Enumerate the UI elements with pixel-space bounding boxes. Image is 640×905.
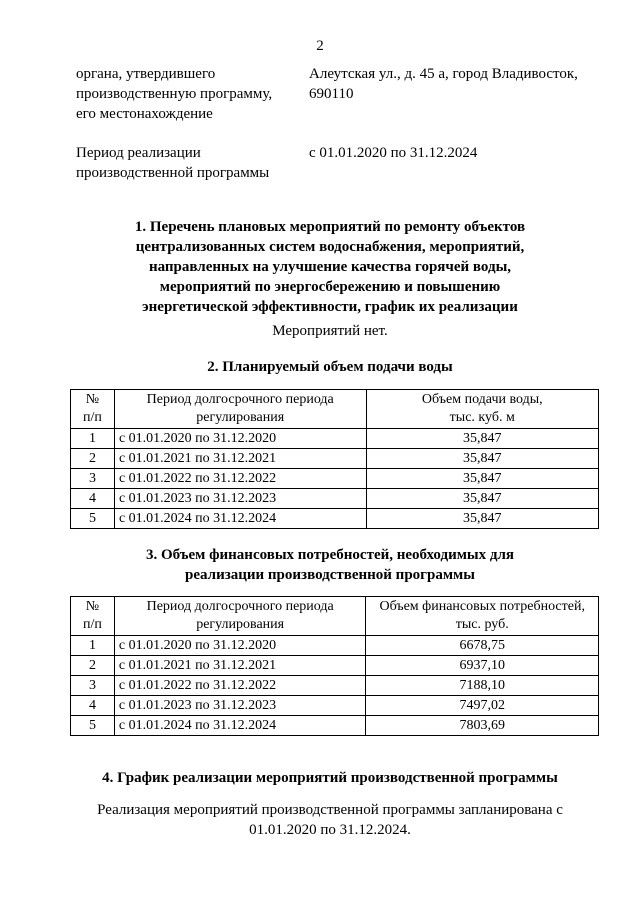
cell-period: с 01.01.2022 по 31.12.2022: [114, 469, 366, 489]
cell-value: 6937,10: [366, 656, 599, 676]
info-value-line: Алеутская ул., д. 45 а, город Владивосток,: [309, 66, 578, 82]
cell-num: 5: [71, 716, 115, 736]
cell-num: 1: [71, 636, 115, 656]
section-title-line: 3. Объем финансовых потребностей, необходимых для: [145, 547, 515, 563]
cell-period: с 01.01.2020 по 31.12.2020: [114, 636, 366, 656]
cell-num: 3: [71, 676, 115, 696]
section-title-line: 1. Перечень плановых мероприятий по ремонту объектов: [134, 219, 526, 235]
cell-num: 2: [71, 449, 115, 469]
section-4-title: 4. График реализации мероприятий производственной программы: [102, 770, 558, 786]
cell-value: 35,847: [366, 449, 599, 469]
cell-value: 35,847: [366, 509, 599, 529]
cell-period: с 01.01.2021 по 31.12.2021: [114, 449, 366, 469]
info-label-line: производственную программу,: [76, 86, 273, 102]
cell-period: с 01.01.2024 по 31.12.2024: [114, 509, 366, 529]
section-title-line: централизованных систем водоснабжения, мероприятий,: [135, 239, 525, 255]
section-1-text: Мероприятий нет.: [272, 323, 388, 339]
cell-period: с 01.01.2021 по 31.12.2021: [114, 656, 366, 676]
table-row: [71, 696, 599, 716]
cell-period: с 01.01.2024 по 31.12.2024: [114, 716, 366, 736]
table-row: [71, 469, 599, 489]
header-num: № п/п: [71, 597, 115, 636]
cell-num: 4: [71, 489, 115, 509]
table-row: [71, 656, 599, 676]
table-header-row: [71, 390, 599, 429]
cell-period: с 01.01.2022 по 31.12.2022: [114, 676, 366, 696]
info-label-line: его местонахождение: [76, 106, 213, 122]
table-row: [71, 509, 599, 529]
cell-num: 2: [71, 656, 115, 676]
water-supply-table: [70, 389, 599, 529]
section-title-line: энергетической эффективности, график их реализации: [142, 299, 518, 315]
section-1-title: [60, 217, 600, 317]
cell-num: 1: [71, 429, 115, 449]
header-num: № п/п: [71, 390, 115, 429]
info-label-line: производственной программы: [76, 165, 270, 181]
table-row: [71, 716, 599, 736]
header-period: Период долгосрочного периода регулирования: [114, 597, 366, 636]
section-title-line: мероприятий по энергосбережению и повышению: [159, 279, 501, 295]
page-number: 2: [316, 38, 324, 54]
table-row: [71, 449, 599, 469]
info-label: [76, 143, 301, 183]
info-value: [309, 143, 599, 163]
section-text-line: Реализация мероприятий производственной программы запланирована с: [97, 802, 563, 818]
section-3-title: [60, 545, 600, 585]
header-value: Объем подачи воды, тыс. куб. м: [366, 390, 599, 429]
header-period: Период долгосрочного периода регулирования: [114, 390, 366, 429]
table-row: [71, 429, 599, 449]
table-row: [71, 489, 599, 509]
cell-num: 5: [71, 509, 115, 529]
info-value-line: 690110: [309, 86, 354, 102]
cell-period: с 01.01.2023 по 31.12.2023: [114, 696, 366, 716]
info-label-line: органа, утвердившего: [76, 66, 216, 82]
info-label: [76, 64, 301, 124]
section-4-text: [60, 800, 600, 840]
cell-value: 7188,10: [366, 676, 599, 696]
section-text-line: 01.01.2020 по 31.12.2024.: [249, 822, 411, 838]
info-label-line: Период реализации: [76, 145, 201, 161]
cell-period: с 01.01.2023 по 31.12.2023: [114, 489, 366, 509]
table-row: [71, 636, 599, 656]
financial-needs-table: [70, 596, 599, 736]
cell-value: 35,847: [366, 489, 599, 509]
cell-period: с 01.01.2020 по 31.12.2020: [114, 429, 366, 449]
cell-num: 3: [71, 469, 115, 489]
cell-value: 35,847: [366, 429, 599, 449]
cell-value: 6678,75: [366, 636, 599, 656]
cell-value: 35,847: [366, 469, 599, 489]
cell-num: 4: [71, 696, 115, 716]
table-row: [71, 676, 599, 696]
cell-value: 7497,02: [366, 696, 599, 716]
header-value: Объем финансовых потребностей, тыс. руб.: [366, 597, 599, 636]
section-title-line: реализации производственной программы: [185, 567, 475, 583]
info-value: [309, 64, 599, 104]
table-header-row: [71, 597, 599, 636]
cell-value: 7803,69: [366, 716, 599, 736]
info-value-line: с 01.01.2020 по 31.12.2024: [309, 145, 478, 161]
section-title-line: направленных на улучшение качества горячей воды,: [148, 259, 512, 275]
section-2-title: 2. Планируемый объем подачи воды: [207, 359, 453, 375]
